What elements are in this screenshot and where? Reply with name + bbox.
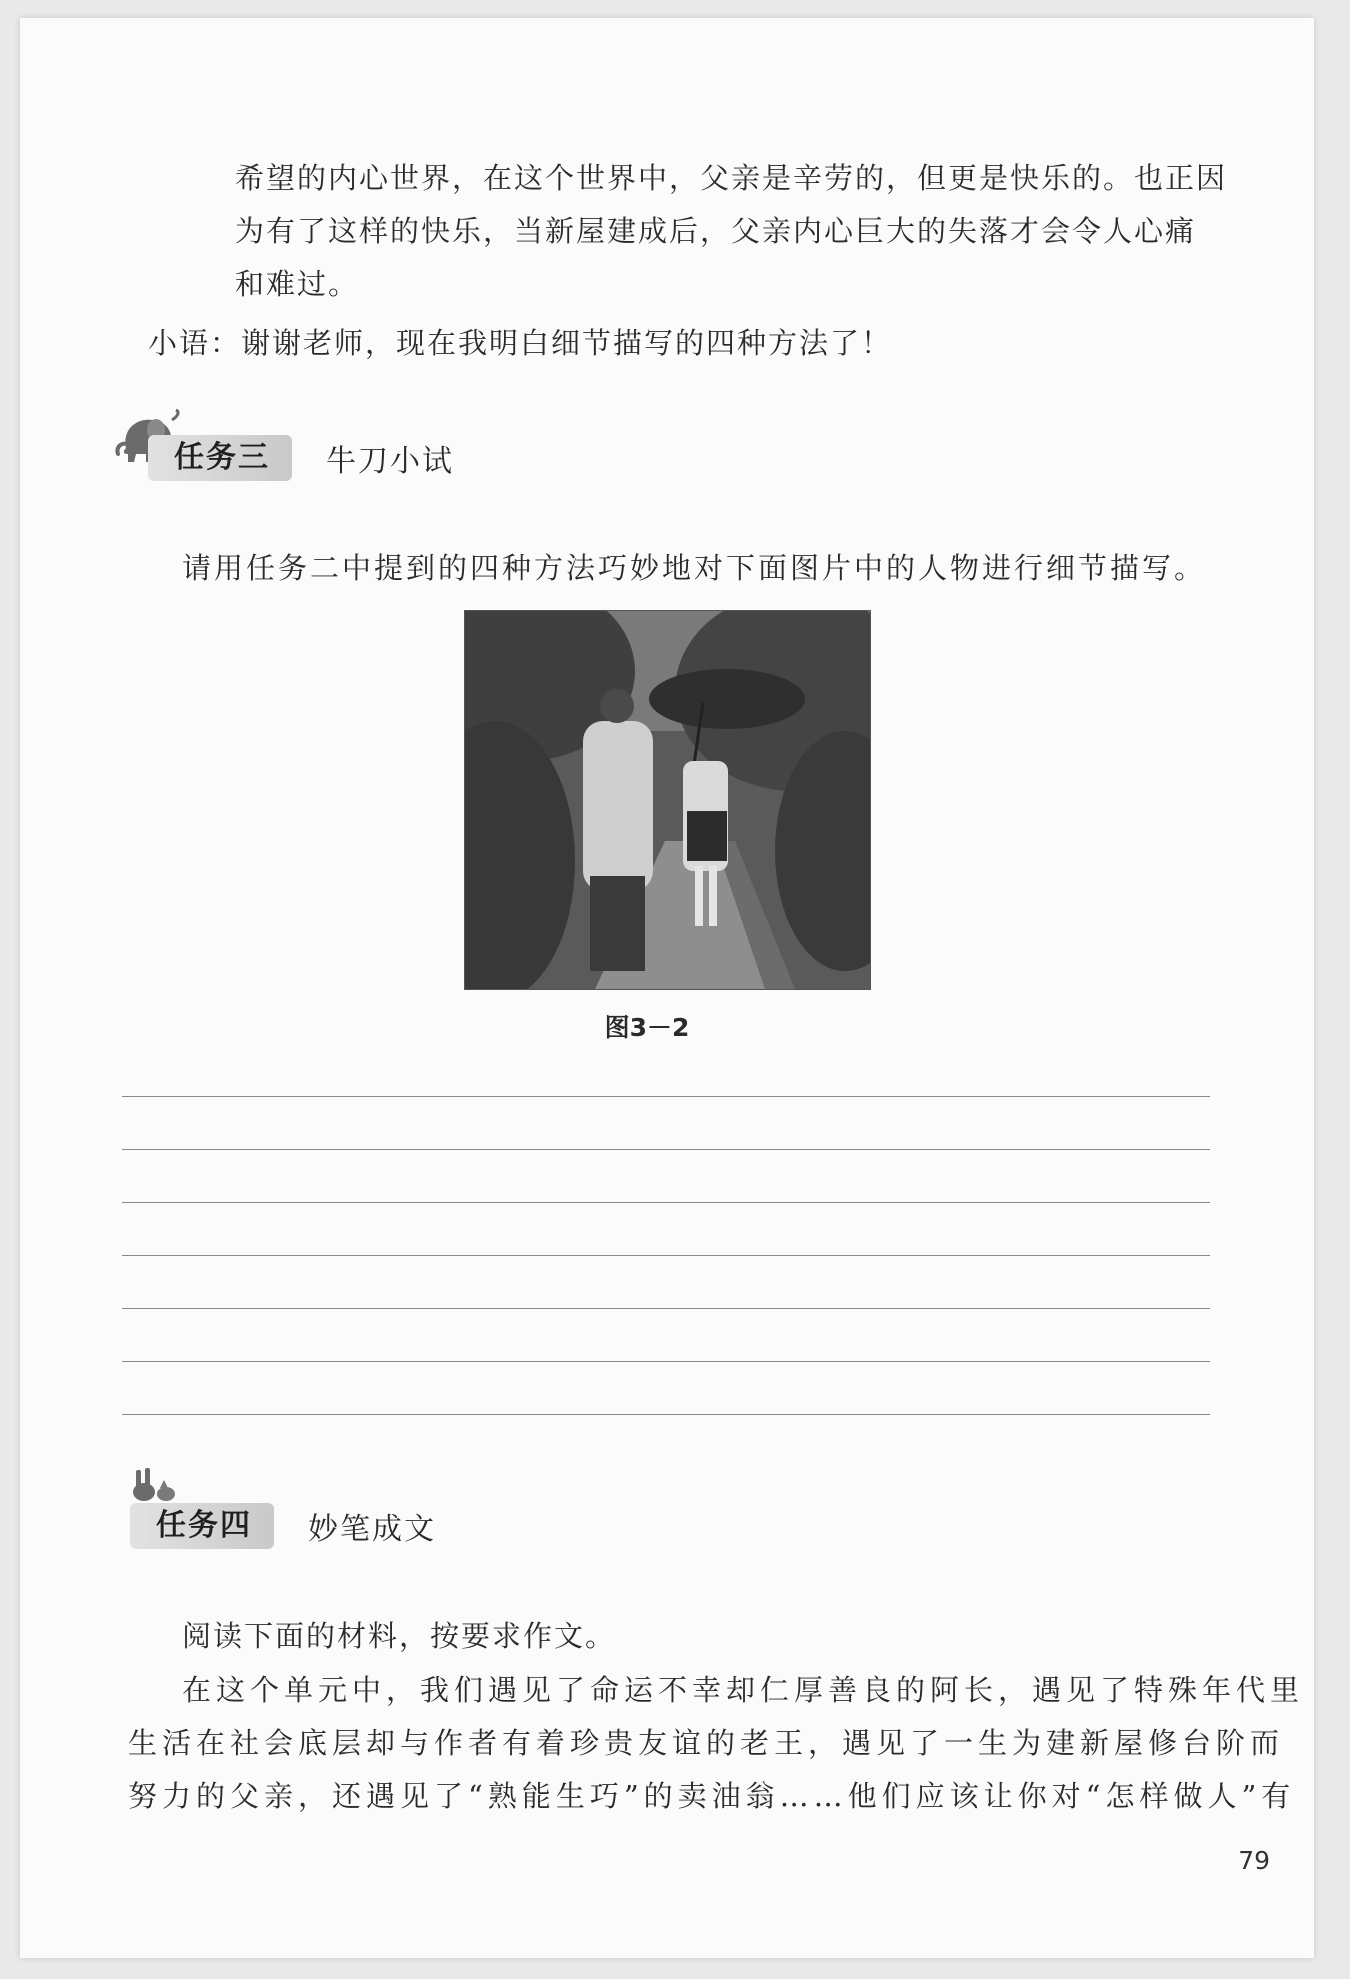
writing-line-1[interactable] [122,1096,1210,1097]
intro-line: 为有了这样的快乐，当新屋建成后，父亲内心巨大的失落才会令人心痛 [235,214,1197,248]
task4-body-line: 生活在社会底层却与作者有着珍贵友谊的老王，遇见了一生为建新屋修台阶而 [128,1726,1285,1760]
page-number: 79 [1238,1846,1270,1875]
task4-body-line: 在这个单元中，我们遇见了命运不幸却仁厚善良的阿长，遇见了特殊年代里 [182,1673,1305,1707]
photo-father-daughter-umbrella [464,610,871,990]
task4-badge: 任务四 [130,1503,274,1549]
task3-badge: 任务三 [148,435,292,481]
textbook-page [20,18,1314,1958]
writing-line-4[interactable] [122,1255,1210,1256]
writing-line-3[interactable] [122,1202,1210,1203]
bunny-icon [130,1464,178,1502]
intro-line: 希望的内心世界，在这个世界中，父亲是辛劳的，但更是快乐的。也正因 [235,161,1228,195]
writing-line-5[interactable] [122,1308,1210,1309]
writing-line-6[interactable] [122,1361,1210,1362]
task4-instruction: 阅读下面的材料，按要求作文。 [182,1619,617,1653]
task3-title: 牛刀小试 [326,444,454,479]
intro-paragraph [235,152,1227,311]
task4-title: 妙笔成文 [308,1512,436,1547]
writing-line-7[interactable] [122,1414,1210,1415]
task4-heading [130,1503,436,1549]
writing-line-2[interactable] [122,1149,1210,1150]
intro-line: 和难过。 [235,267,360,301]
task3-instruction: 请用任务二中提到的四种方法巧妙地对下面图片中的人物进行细节描写。 [182,551,1207,585]
xiaoyu-dialogue: 小语：谢谢老师，现在我明白细节描写的四种方法了！ [148,326,893,360]
task4-body [128,1664,1304,1823]
task3-heading [148,435,454,481]
figure-caption: 图3－2 [604,1013,690,1042]
task4-body-line: 努力的父亲，还遇见了“熟能生巧”的卖油翁……他们应该让你对“怎样做人”有 [128,1779,1296,1813]
